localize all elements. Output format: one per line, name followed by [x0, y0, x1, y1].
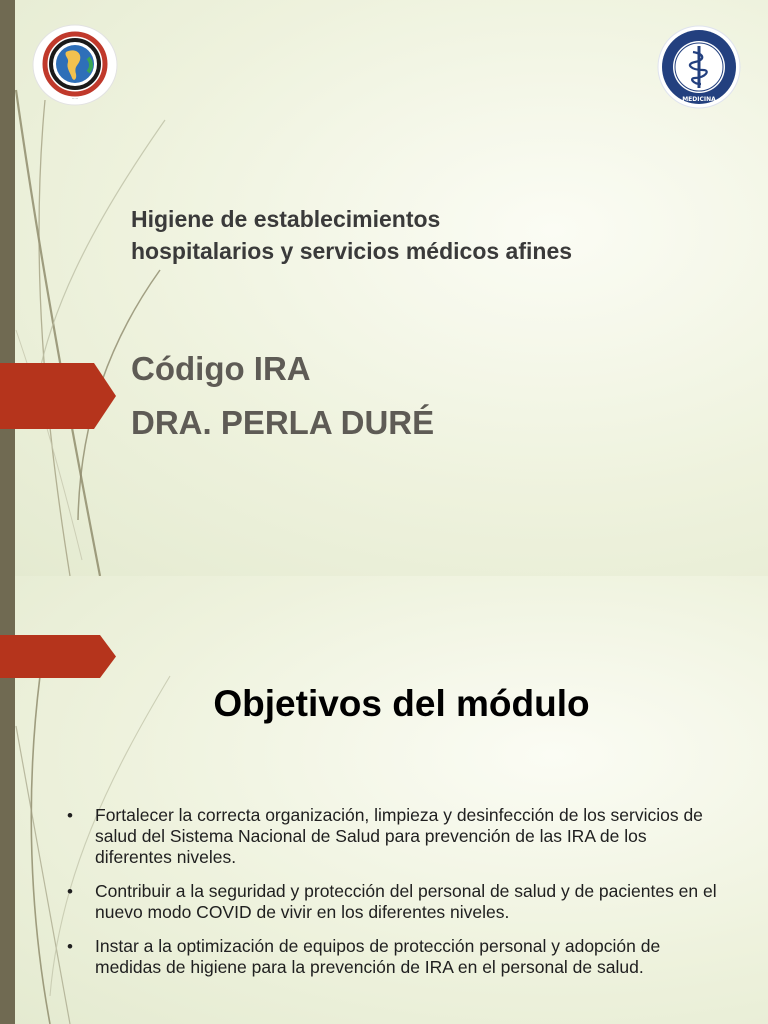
objectives-heading-text: Objetivos del módulo [213, 683, 590, 724]
medicine-faculty-seal [655, 24, 743, 110]
list-item [62, 881, 727, 923]
bullet-icon: • [67, 937, 73, 956]
red-arrow-flag [0, 363, 116, 429]
author-name: DRA. PERLA DURÉ [131, 404, 435, 441]
bullet-text: Instar a la optimización de equipos de protección personal y adopción de medidas de higiene para la prevención de IRA en el personal de salud. [95, 936, 661, 977]
svg-text:MEDICINA: MEDICINA [682, 96, 716, 103]
objectives-slide [0, 576, 768, 1024]
course-title-line2: hospitalarios y servicios médicos afines [131, 238, 573, 264]
red-arrow-flag [0, 635, 116, 678]
svg-text:·····: ····· [71, 96, 79, 101]
course-title-line1: Higiene de establecimientos [131, 206, 441, 232]
list-item [62, 805, 727, 868]
objectives-heading [0, 683, 768, 725]
bullet-text: Fortalecer la correcta organización, limpieza y desinfección de los servicios de salud del Sistema Nacional de Salud para prevención de las IRA de los diferentes niveles. [95, 805, 703, 867]
bullet-text: Contribuir a la seguridad y protección del personal de salud y de pacientes en el nuevo modo COVID de vivir en los diferentes niveles. [95, 881, 717, 922]
list-item [62, 936, 727, 978]
objectives-list [62, 805, 727, 991]
university-globe-logo [30, 22, 120, 108]
bullet-icon: • [67, 806, 73, 825]
bullet-icon: • [67, 882, 73, 901]
course-title [131, 203, 731, 267]
module-code: Código IRA [131, 350, 311, 387]
